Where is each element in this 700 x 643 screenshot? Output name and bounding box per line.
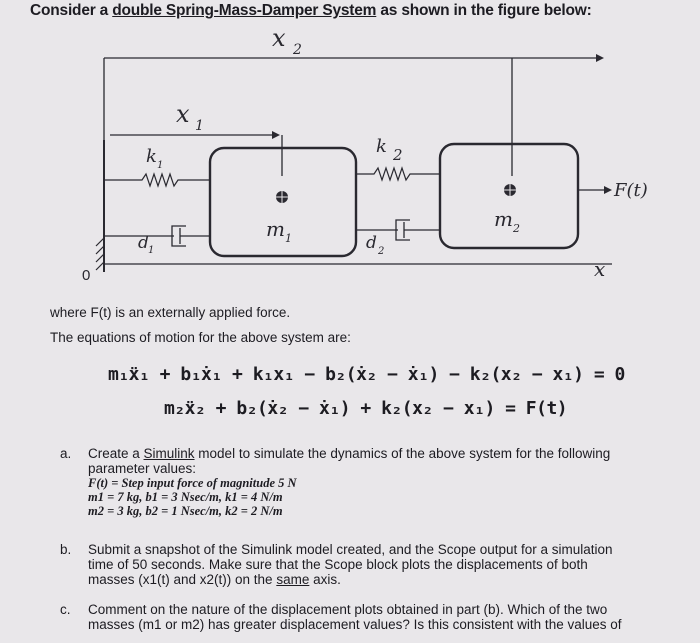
k1-subscript: 1 <box>157 160 164 171</box>
x1-reference-arrow <box>110 131 282 176</box>
origin-label: 0 <box>82 267 91 284</box>
m1-center-marker <box>276 191 288 203</box>
d2-subscript: 2 <box>378 246 385 257</box>
m2-center-marker <box>504 184 516 196</box>
m2-label: m <box>494 207 513 231</box>
mass-m2-block <box>440 144 578 248</box>
fixed-wall <box>96 140 104 272</box>
item-a-line1: Create a Simulink model to simulate the dynamics of the above system for the following <box>88 446 611 461</box>
m2-subscript: 2 <box>513 222 520 235</box>
spring-k1 <box>104 174 210 186</box>
item-a-marker: a. <box>60 446 72 461</box>
d1-subscript: 1 <box>148 245 155 256</box>
item-b-marker: b. <box>60 542 72 557</box>
x1-subscript: 1 <box>195 118 204 134</box>
d2-label: d <box>366 233 377 253</box>
m1-subscript: 1 <box>285 232 292 245</box>
x1-label: x <box>176 100 190 128</box>
heading-suffix: as shown in the figure below: <box>376 2 592 19</box>
k2-label: k <box>376 136 387 157</box>
item-c-marker: c. <box>60 602 71 617</box>
x2-subscript: 2 <box>293 42 302 58</box>
x-axis-label: x <box>594 257 606 281</box>
spring-mass-damper-figure <box>0 0 700 300</box>
item-a-line2: parameter values: <box>88 461 197 476</box>
k2-subscript: 2 <box>393 146 403 164</box>
x2-label: x <box>272 24 286 52</box>
item-b-line3: masses (x1(t) and x2(t)) on the same axis. <box>88 572 341 587</box>
item-c-line1: Comment on the nature of the displacement plots obtained in part (b). Which of the two <box>88 602 608 617</box>
d1-label: d <box>138 233 149 253</box>
param-force: F(t) = Step input force of magnitude 5 N <box>88 476 297 490</box>
param-mass2: m2 = 3 kg, b2 = 1 Nsec/m, k2 = 2 N/m <box>88 504 283 518</box>
equation-2: m₂ẍ₂ + b₂(ẋ₂ − ẋ₁) + k₂(x₂ − x₁) = F(t) <box>164 398 568 419</box>
simulink-link[interactable]: Simulink <box>143 446 195 461</box>
damper-d1 <box>104 226 210 246</box>
force-label: F(t) <box>614 180 648 201</box>
spring-k2 <box>356 168 440 180</box>
item-b-line1: Submit a snapshot of the Simulink model created, and the Scope output for a simulation <box>88 542 613 557</box>
equation-1: m₁ẍ₁ + b₁ẋ₁ + k₁x₁ − b₂(ẋ₂ − ẋ₁) − k₂(x₂ − x₁) = 0 <box>108 364 625 385</box>
m1-label: m <box>266 217 285 241</box>
item-c-line2: masses (m1 or m2) has greater displacement values? Is this consistent with the values of <box>88 617 622 632</box>
force-description: where F(t) is an externally applied force. <box>50 305 291 320</box>
k1-label: k <box>146 146 157 167</box>
heading-link[interactable]: double Spring-Mass-Damper System <box>112 2 377 19</box>
item-b-line2: time of 50 seconds. Make sure that the Scope block plots the displacements of both <box>88 557 588 572</box>
equations-intro: The equations of motion for the above system are: <box>50 330 351 345</box>
force-arrow <box>578 186 612 194</box>
heading-prefix: Consider a <box>30 2 113 19</box>
param-mass1: m1 = 7 kg, b1 = 3 Nsec/m, k1 = 4 N/m <box>88 490 283 504</box>
